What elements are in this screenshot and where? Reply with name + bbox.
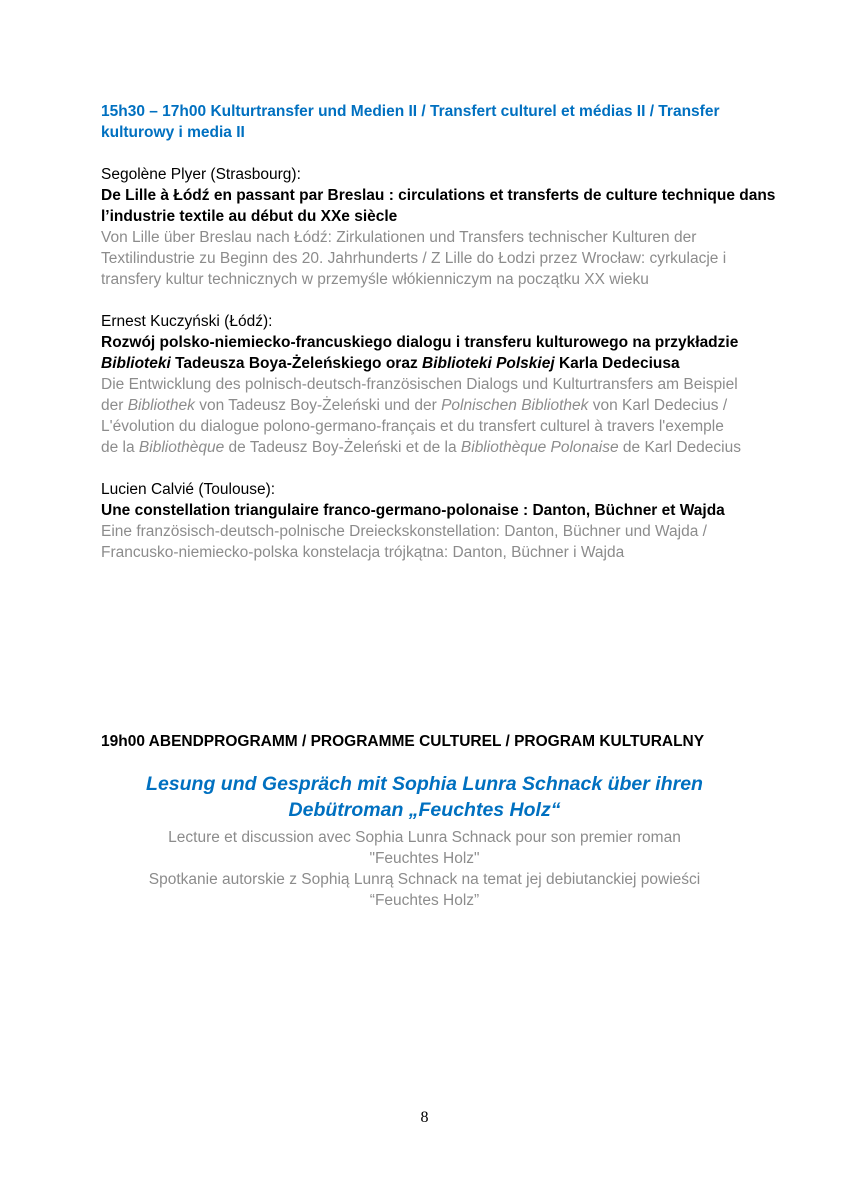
- evening-title-line-2: Debütroman „Feuchtes Holz“: [288, 799, 561, 821]
- talk-2-title-italic-2: Biblioteki Polskiej: [422, 355, 555, 372]
- session-heading-line-1: 15h30 – 17h00 Kulturtransfer und Medien II / Transfert culturel et médias II / Transfer: [101, 103, 720, 120]
- talk-3-title-line-1: Une constellation triangulaire franco-germano-polonaise : Danton, Büchner et Wajda: [101, 502, 725, 519]
- talk-3-translation-line-2: Francusko-niemiecko-polska konstelacja trójkątna: Danton, Büchner i Wajda: [101, 544, 625, 561]
- talk-3-speaker: Lucien Calvié (Toulouse):: [101, 481, 276, 498]
- evening-polish-line-2: “Feuchtes Holz”: [369, 892, 480, 909]
- evening-heading: 19h00 ABENDPROGRAMM / PROGRAMME CULTUREL / PROGRAM KULTURALNY: [101, 733, 705, 750]
- talk-1-translation-line-2: Textilindustrie zu Beginn des 20. Jahrhunderts / Z Lille do Łodzi przez Wrocław: cyrkulacje i: [101, 250, 727, 267]
- talk-2-title-line-2: [101, 353, 680, 374]
- talk-1-speaker: Segolène Plyer (Strasbourg):: [101, 166, 301, 183]
- talk-2-trans4-text-3: de Karl Dedecius: [618, 439, 741, 456]
- talk-2-speaker: Ernest Kuczyński (Łódź):: [101, 313, 273, 330]
- talk-2-trans-italic-1: Bibliothek: [127, 397, 195, 414]
- talk-2-trans-text-1: der: [101, 397, 128, 414]
- talk-2-title-line-1: Rozwój polsko-niemiecko-francuskiego dialogu i transferu kulturowego na przykładzie: [101, 334, 739, 351]
- talk-2-translation-line-3: L'évolution du dialogue polono-germano-français et du transfert culturel à travers l'exemple: [101, 418, 724, 435]
- evening-french-line-2: "Feuchtes Holz": [369, 850, 480, 867]
- talk-2-trans-text-3: von Karl Dedecius /: [588, 397, 728, 414]
- session-heading-line-2: kulturowy i media II: [101, 124, 245, 141]
- talk-2-trans4-italic-1: Bibliothèque: [138, 439, 225, 456]
- page-number: 8: [420, 1109, 429, 1126]
- talk-2-title-italic-1: Biblioteki: [101, 355, 171, 372]
- talk-2-title-text-2: Karla Dedeciusa: [554, 355, 680, 372]
- talk-3-translation-line-1: Eine französisch-deutsch-polnische Dreieckskonstellation: Danton, Büchner und Wajda /: [101, 523, 707, 540]
- talk-2-translation-line-4: [101, 437, 741, 458]
- talk-1-title-line-1: De Lille à Łódź en passant par Breslau : circulations et transferts de culture technique dans: [101, 187, 776, 204]
- evening-title-line-1: Lesung und Gespräch mit Sophia Lunra Schnack über ihren: [146, 773, 703, 795]
- talk-2-trans4-text-1: de la: [101, 439, 139, 456]
- evening-polish-line-1: Spotkanie autorskie z Sophią Lunrą Schnack na temat jej debiutanckiej powieści: [148, 871, 701, 888]
- talk-1-translation-line-1: Von Lille über Breslau nach Łódź: Zirkulationen und Transfers technischer Kulturen der: [101, 229, 697, 246]
- talk-2-translation-line-1: Die Entwicklung des polnisch-deutsch-französischen Dialogs und Kulturtransfers am Beispiel: [101, 376, 738, 393]
- talk-2-title-text-1: Tadeusza Boya-Żeleńskiego oraz: [170, 355, 422, 372]
- talk-2-trans-italic-2: Polnischen Bibliothek: [441, 397, 589, 414]
- talk-2-trans4-text-2: de Tadeusz Boy-Żeleński et de la: [224, 439, 461, 456]
- talk-2-translation-line-2: [101, 395, 727, 416]
- evening-french-line-1: Lecture et discussion avec Sophia Lunra Schnack pour son premier roman: [168, 829, 681, 846]
- talk-1-title-line-2: l’industrie textile au début du XXe siècle: [101, 208, 398, 225]
- talk-2-trans4-italic-2: Bibliothèque Polonaise: [460, 439, 619, 456]
- talk-2-trans-text-2: von Tadeusz Boy-Żeleński und der: [194, 397, 442, 414]
- talk-1-translation-line-3: transfery kultur technicznych w przemyśle włókienniczym na początku XX wieku: [101, 271, 649, 288]
